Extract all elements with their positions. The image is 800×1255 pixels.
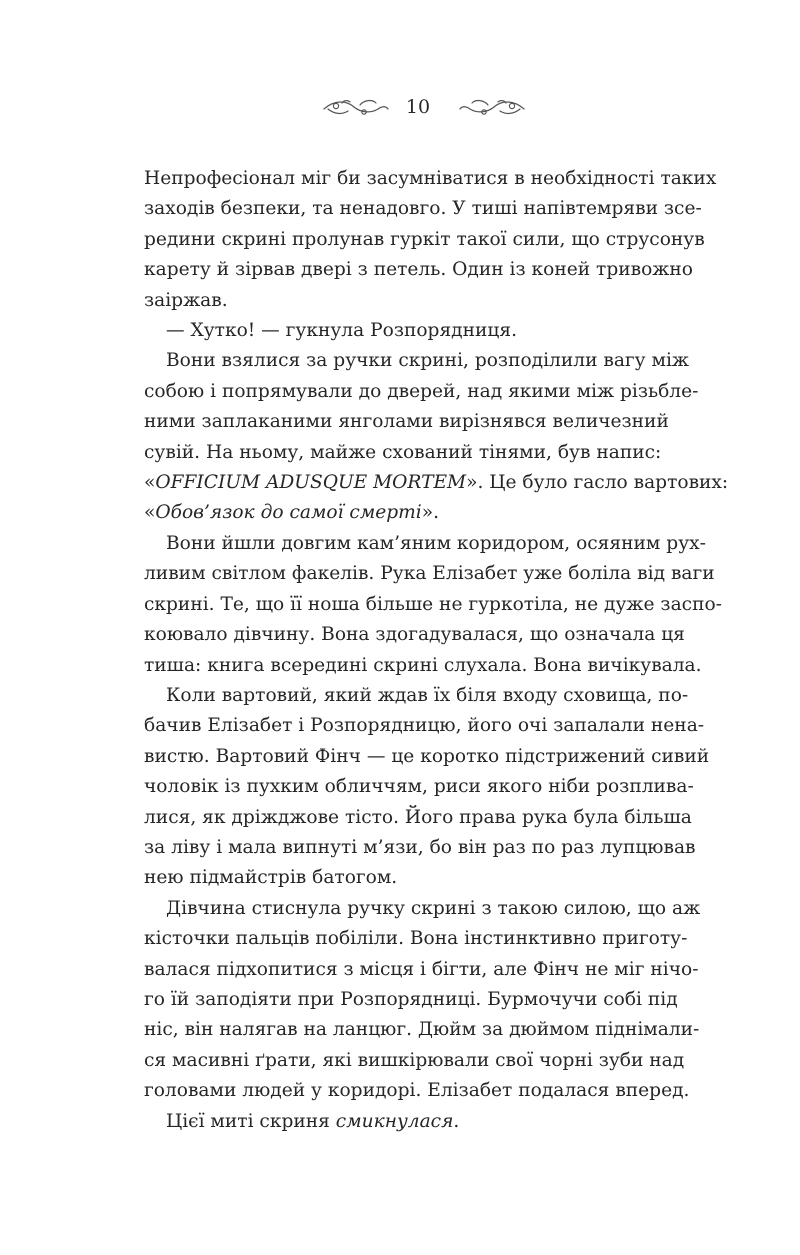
paragraph: [144, 346, 729, 528]
text-line: ніс, він налягав на ланцюг. Дюйм за дюймом піднімали-: [144, 1019, 700, 1041]
text-fragment: ». Це було гасло вартових:: [466, 472, 729, 494]
text-line: го їй заподіяти при Розпорядниці. Бурмочучи собі під: [144, 988, 678, 1010]
page-header: [0, 94, 800, 130]
motto-translation: Обов’язок до самої смерті: [155, 502, 422, 524]
text-line: вистю. Вартовий Фінч — це коротко підстрижений сивий: [144, 745, 710, 767]
text-fragment: «: [144, 472, 156, 494]
paragraph: [144, 164, 717, 316]
text-fragment: Цієї миті скриня: [166, 1110, 336, 1132]
text-line: сувій. На ньому, майже схований тінями, був напис:: [144, 441, 662, 463]
text-line: Вони йшли довгим кам’яним коридором, осяяним рух-: [166, 532, 706, 554]
text-line: нею підмайстрів батогом.: [144, 867, 398, 889]
text-line: валася підхопитися з місця і бігти, але Фінч не міг нічо-: [144, 958, 699, 980]
text-line: лися, як дріжджове тісто. Його права рука була більша: [144, 806, 692, 828]
paragraph: [144, 316, 658, 346]
text-line: тиша: книга всередині скрині слухала. Вона вичікувала.: [144, 654, 702, 676]
text-line: Непрофесіонал міг би засумніватися в необхідності таких: [144, 168, 717, 189]
text-line: Вони взялися за ручки скрині, розподілили вагу між: [166, 350, 690, 372]
paragraph: [144, 681, 710, 894]
right-flourish-ornament: [458, 96, 528, 122]
text-line: коювало дівчину. Вона здогадувалася, що означала ця: [144, 624, 685, 646]
text-line: ними заплаканими янголами вирізнявся величезний: [144, 411, 669, 433]
paragraph: [144, 894, 701, 1107]
text-line: [144, 468, 729, 498]
latin-motto: OFFICIUM ADUSQUE MORTEM: [155, 472, 467, 494]
text-line: редини скрині пролунав гуркіт такої сили, що струсонув: [144, 228, 705, 250]
text-line: чоловік із пухким обличчям, риси якого ніби розплива-: [144, 776, 694, 798]
paragraph: [144, 529, 722, 681]
text-line: ливим світлом факелів. Рука Елізабет уже боліла від ваги: [144, 563, 715, 585]
text-line: Дівчина стиснула ручку скрині з такою силою, що аж: [166, 897, 701, 919]
text-line: Коли вартовий, який ждав їх біля входу сховища, по-: [166, 684, 689, 706]
text-line: за ліву і мала випнуті м’язи, бо він раз по раз лупцював: [144, 836, 696, 858]
text-line: [144, 1107, 658, 1137]
text-line: карету й зірвав двері з петель. Один із коней тривожно: [144, 259, 693, 281]
text-line: [144, 498, 658, 528]
text-line: скрині. Те, що її ноша більше не гуркотіла, не дуже заспо-: [144, 593, 722, 615]
body-text: [144, 164, 729, 1137]
text-line: собою і попрямували до дверей, над якими між різьбле-: [144, 380, 699, 402]
text-line: кісточки пальців побіліли. Вона інстинктивно приготу-: [144, 928, 688, 950]
text-line: — Хутко! — гукнула Розпорядниця.: [166, 320, 518, 342]
text-line: ся масивні ґрати, які вишкірювали свої чорні зуби над: [144, 1049, 685, 1071]
paragraph: [144, 1107, 658, 1137]
text-fragment: .: [453, 1110, 460, 1132]
text-line: заіржав.: [144, 289, 228, 311]
text-fragment: «: [144, 502, 156, 524]
emphasized-word: смикнулася: [335, 1110, 454, 1132]
text-fragment: ».: [421, 502, 440, 524]
text-line: головами людей у коридорі. Елізабет подалася вперед.: [144, 1080, 690, 1102]
page-number: 10: [405, 96, 431, 118]
text-line: заходів безпеки, та ненадовго. У тиші напівтемряви зсе-: [144, 198, 702, 220]
text-line: бачив Елізабет і Розпорядницю, його очі запалали нена-: [144, 715, 705, 737]
